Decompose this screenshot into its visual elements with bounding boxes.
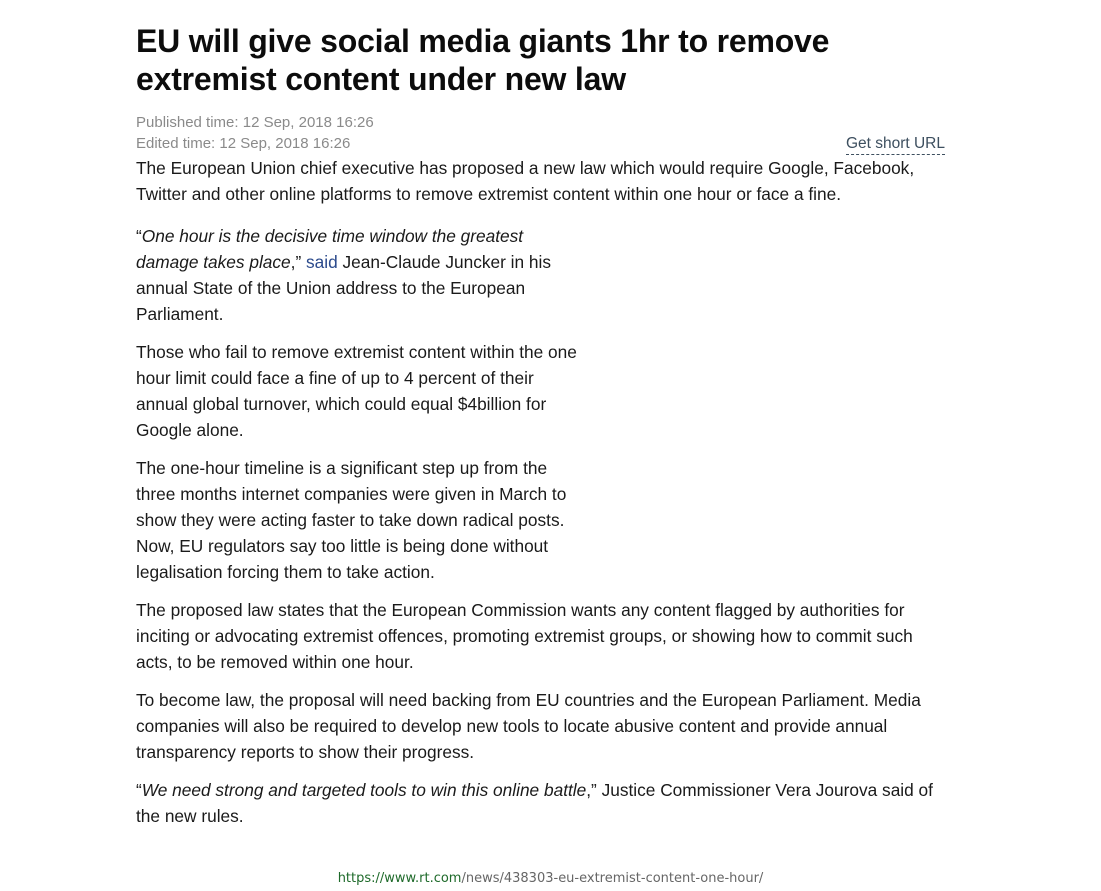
- juncker-quote: One hour is the decisive time window the greatest damage takes place: [136, 226, 524, 272]
- article-title: EU will give social media giants 1hr to remove extremist content under new law: [136, 23, 830, 97]
- open-quote-2: “: [136, 780, 142, 800]
- paragraph-7: [136, 777, 948, 829]
- paragraph-2-rest: Jean-Claude Juncker in his annual State of the Union address to the European Parliament.: [136, 252, 551, 324]
- said-link[interactable]: said: [306, 252, 338, 272]
- paragraph-7-rest: ,” Justice Commissioner Vera Jourova said of the new rules.: [136, 780, 933, 826]
- close-quote: ,”: [290, 252, 307, 272]
- jourova-quote: We need strong and targeted tools to win this online battle: [141, 780, 587, 800]
- open-quote: “: [136, 226, 142, 246]
- article-meta: [136, 112, 948, 154]
- edited-time: Edited time: 12 Sep, 2018 16:26: [136, 135, 351, 152]
- paragraph-3: Those who fail to remove extremist content within the one hour limit could face a fine of up to 4 percent of their annual global turnover, which could equal $4billion for Google alone.: [136, 342, 577, 440]
- source-url[interactable]: [0, 870, 1101, 888]
- paragraph-1: The European Union chief executive has proposed a new law which would require Google, Facebook, Twitter and other online platforms to remove extremist content within one hour or face a fine.: [136, 158, 915, 204]
- paragraph-2: [136, 223, 588, 327]
- published-time: Published time: 12 Sep, 2018 16:26: [136, 114, 374, 131]
- get-short-url-link[interactable]: Get short URL: [846, 133, 945, 155]
- article: [136, 22, 948, 829]
- article-body: [136, 155, 948, 829]
- source-url-path: /news/438303-eu-extremist-content-one-hour/: [461, 871, 764, 886]
- paragraph-6: To become law, the proposal will need backing from EU countries and the European Parliament. Media companies will also be required to develop new tools to locate abusive content and provide annual transparency reports to show their progress.: [136, 690, 921, 762]
- paragraph-5: The proposed law states that the European Commission wants any content flagged by authorities for inciting or advocating extremist offences, promoting extremist groups, or showing how to commit such acts, to be removed within one hour.: [136, 600, 913, 672]
- paragraph-4: The one-hour timeline is a significant step up from the three months internet companies were given in March to show they were acting faster to take down radical posts. Now, EU regulators say too little is being done without legalisation forcing them to take action.: [136, 458, 567, 582]
- source-url-host: https://www.rt.com: [337, 871, 462, 886]
